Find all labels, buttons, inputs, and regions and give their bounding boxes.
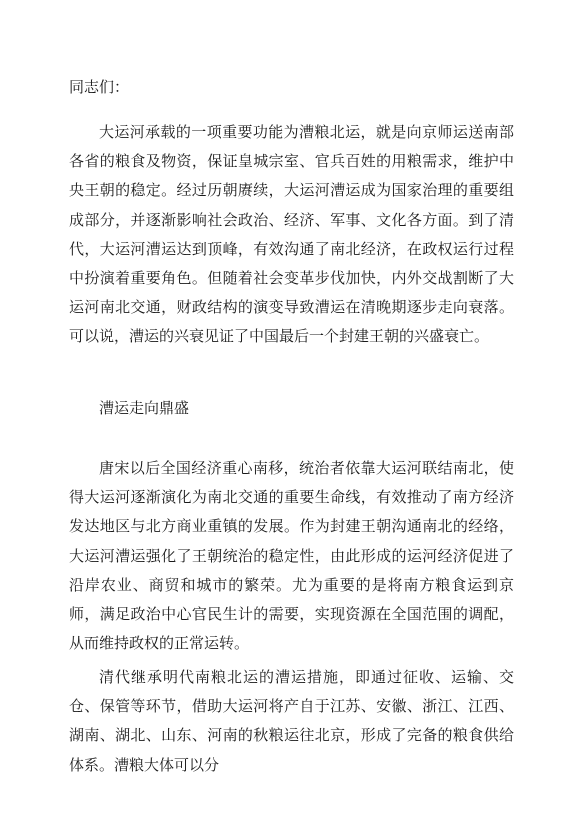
paragraph-economy: 唐宋以后全国经济重心南移，统治者依靠大运河联结南北，使得大运河逐渐演化为南北交通的重要生命线，有效推动了南方经济发达地区与北方商业重镇的发展。作为封建王朝沟通南北的经络，大运河漕运强化了王朝统治的稳定性，由此形成的运河经济促进了沿岸农业、商贸和城市的繁荣。尤为重要的是将南方粮食运到京师，满足政治中心官民生计的需要，实现资源在全国范围的调配，从而维持政权的正常运转。 xyxy=(69,459,514,653)
paragraph-qing-dynasty: 清代继承明代南粮北运的漕运措施，即通过征收、运输、交仓、保管等环节，借助大运河将产自于江苏、安徽、浙江、江西、湖南、湖北、山东、河南的秋粮运往北京，形成了完备的粮食供给体系。漕粮大体可以分 xyxy=(69,668,514,774)
section-heading: 漕运走向鼎盛 xyxy=(99,399,190,417)
paragraph-intro: 大运河承载的一项重要功能为漕粮北运，就是向京师运送南部各省的粮食及物资，保证皇城宗室、官兵百姓的用粮需求，维护中央王朝的稳定。经过历朝赓续，大运河漕运成为国家治理的重要组成部分，并逐渐影响社会政治、经济、军事、文化各方面。到了清代，大运河漕运达到顶峰，有效沟通了南北经济，在政权运行过程中扮演着重要角色。但随着社会变革步伐加快，内外交战割断了大运河南北交通，财政结构的演变导致漕运在清晚期逐步走向衰落。可以说，漕运的兴衰见证了中国最后一个封建王朝的兴盛衰亡。 xyxy=(69,123,514,346)
salutation: 同志们： xyxy=(69,78,130,96)
